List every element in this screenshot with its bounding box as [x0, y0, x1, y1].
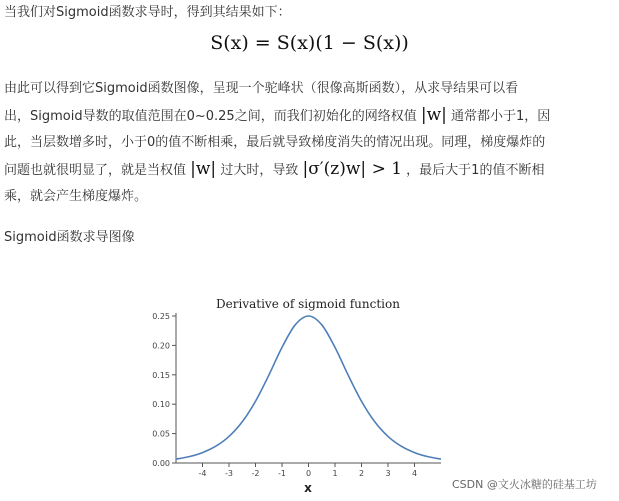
chart-axes — [176, 313, 441, 463]
intro-text: 当我们对Sigmoid函数求导时，得到其结果如下： — [4, 5, 291, 20]
body-paragraph — [4, 76, 616, 210]
gradient-inequality-math: |σ′(z)w| > 1 — [302, 159, 403, 179]
series-line — [176, 316, 441, 459]
x-axis-label: x — [304, 481, 312, 495]
body-line-2 — [4, 102, 616, 130]
y-tick-label: 0.05 — [152, 429, 170, 439]
body-line-1-text: 由此可以得到它Sigmoid函数图像，呈现一个驼峰状（很像高斯函数），从求导结果可以看 — [4, 81, 519, 96]
x-tick-label: 0 — [305, 469, 312, 478]
section-heading-text: Sigmoid函数求导图像 — [4, 230, 135, 245]
derivative-formula — [0, 32, 619, 54]
chart-plot-area — [176, 316, 441, 459]
body-line-2-text-b: 通常都小于1，因 — [451, 109, 551, 124]
weight-abs-math-2: |w| — [190, 159, 217, 179]
body-line-4 — [4, 156, 616, 184]
body-line-3 — [4, 130, 616, 156]
formula-text: S(x) = S(x)(1 − S(x)) — [210, 32, 409, 54]
body-line-2-text-a: 出，Sigmoid导数的取值范围在0~0.25之间，而我们初始化的网络权值 — [4, 109, 417, 124]
y-tick-label: 0.15 — [152, 370, 170, 380]
body-line-5-text: 乘，就会产生梯度爆炸。 — [4, 189, 148, 204]
x-tick-label: 3 — [385, 469, 391, 478]
sigmoid-derivative-chart — [145, 292, 445, 497]
intro-paragraph — [4, 0, 616, 26]
x-tick-label: -3 — [225, 469, 233, 478]
body-line-3-text: 此，当层数增多时，小于0的值不断相乘，最后就导致梯度消失的情况出现。同理，梯度爆炸的 — [4, 135, 546, 150]
x-tick-label: -1 — [278, 469, 286, 478]
y-tick-label: 0.00 — [152, 459, 170, 468]
x-tick-label: 1 — [332, 469, 338, 478]
weight-abs-math: |w| — [420, 105, 447, 125]
x-tick-label: 4 — [411, 469, 418, 478]
x-tick-label: 2 — [358, 469, 365, 478]
body-line-4-text-a: 问题也就很明显了，就是当权值 — [4, 163, 187, 178]
chart-title: Derivative of sigmoid function — [216, 297, 400, 311]
body-line-5 — [4, 184, 616, 210]
body-line-1 — [4, 76, 616, 102]
y-tick-label: 0.10 — [152, 400, 170, 410]
x-tick-label: -4 — [198, 469, 207, 478]
x-tick-label: -2 — [251, 469, 260, 478]
watermark: CSDN @文火冰糖的硅基工坊 — [452, 478, 597, 491]
body-line-4-text-c: ，最后大于1的值不断相 — [406, 163, 545, 178]
body-line-4-text-b: 过大时，导致 — [220, 163, 299, 178]
y-tick-label: 0.25 — [152, 312, 170, 321]
chart-ticks — [152, 312, 417, 478]
y-tick-label: 0.20 — [152, 341, 170, 351]
section-heading — [4, 225, 616, 251]
